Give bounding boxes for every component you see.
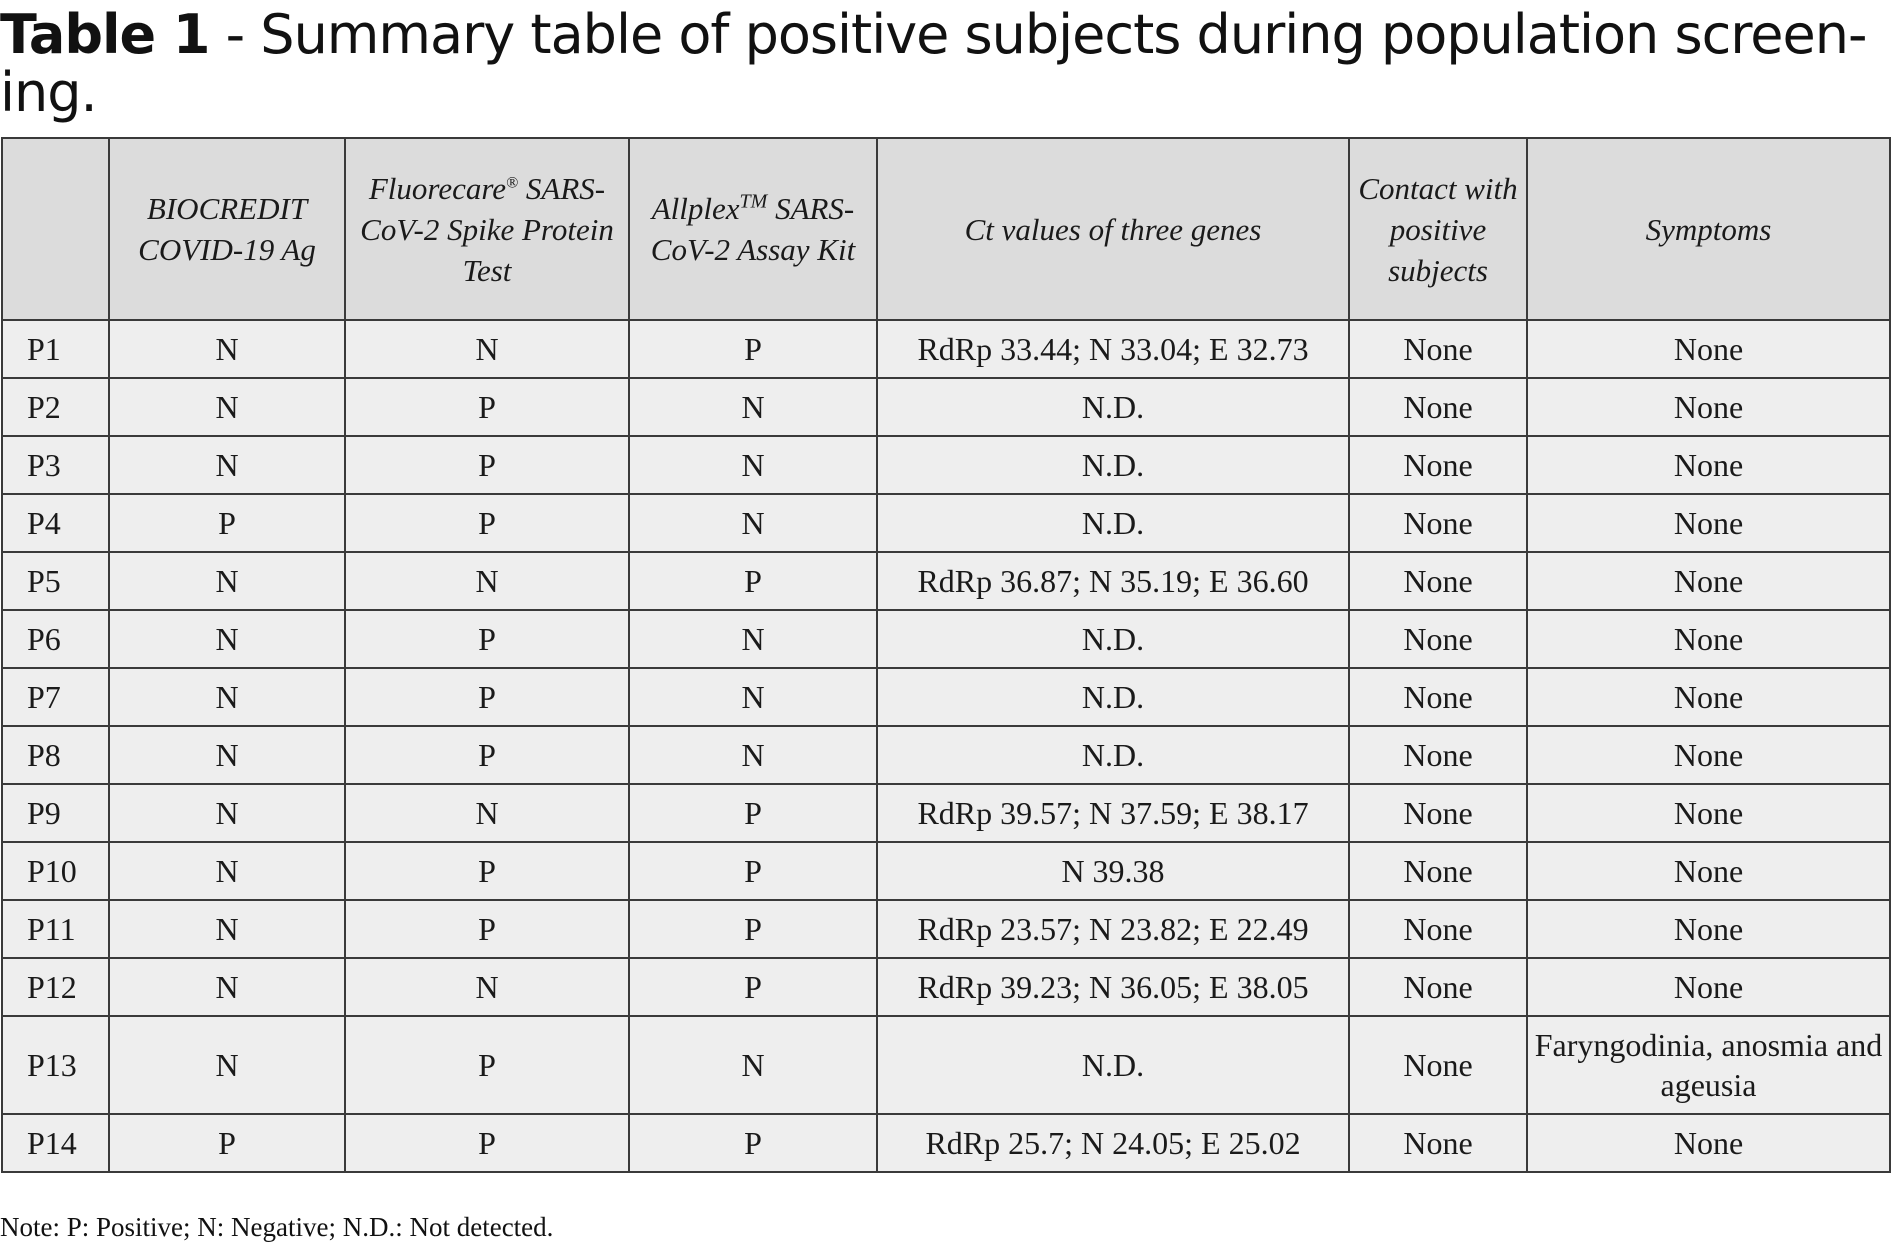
cell-symptoms: None	[1527, 958, 1890, 1016]
cell-symptoms: None	[1527, 900, 1890, 958]
cell-subject-id: P9	[2, 784, 109, 842]
cell-ct-values: N.D.	[877, 494, 1349, 552]
cell-allplex: P	[629, 900, 877, 958]
cell-contact: None	[1349, 378, 1527, 436]
cell-allplex: P	[629, 320, 877, 378]
cell-fluorecare: P	[345, 378, 629, 436]
table-row	[2, 552, 1890, 610]
cell-subject-id: P14	[2, 1114, 109, 1172]
cell-fluorecare: P	[345, 610, 629, 668]
cell-fluorecare: N	[345, 320, 629, 378]
cell-subject-id: P2	[2, 378, 109, 436]
cell-contact: None	[1349, 436, 1527, 494]
results-table	[1, 137, 1891, 1173]
header-ct-values: Ct values of three genes	[877, 138, 1349, 320]
table-row	[2, 726, 1890, 784]
cell-contact: None	[1349, 552, 1527, 610]
cell-biocredit: N	[109, 900, 345, 958]
cell-fluorecare: P	[345, 1114, 629, 1172]
cell-ct-values: N 39.38	[877, 842, 1349, 900]
cell-biocredit: N	[109, 1016, 345, 1114]
cell-symptoms: None	[1527, 842, 1890, 900]
cell-symptoms: None	[1527, 1114, 1890, 1172]
table-caption	[0, 3, 1892, 124]
table-row	[2, 378, 1890, 436]
cell-biocredit: P	[109, 494, 345, 552]
cell-symptoms: None	[1527, 668, 1890, 726]
cell-contact: None	[1349, 320, 1527, 378]
cell-ct-values: N.D.	[877, 726, 1349, 784]
cell-ct-values: RdRp 23.57; N 23.82; E 22.49	[877, 900, 1349, 958]
cell-ct-values: N.D.	[877, 668, 1349, 726]
cell-subject-id: P12	[2, 958, 109, 1016]
cell-ct-values: RdRp 39.23; N 36.05; E 38.05	[877, 958, 1349, 1016]
table-row	[2, 900, 1890, 958]
cell-allplex: N	[629, 726, 877, 784]
cell-subject-id: P10	[2, 842, 109, 900]
cell-subject-id: P6	[2, 610, 109, 668]
cell-allplex: P	[629, 784, 877, 842]
cell-symptoms: None	[1527, 726, 1890, 784]
cell-fluorecare: N	[345, 958, 629, 1016]
cell-ct-values: N.D.	[877, 378, 1349, 436]
cell-fluorecare: N	[345, 552, 629, 610]
cell-allplex: N	[629, 610, 877, 668]
table-row	[2, 1016, 1890, 1114]
cell-contact: None	[1349, 958, 1527, 1016]
table-row	[2, 958, 1890, 1016]
cell-allplex: P	[629, 1114, 877, 1172]
header-contact: Contact with positive subjects	[1349, 138, 1527, 320]
cell-subject-id: P4	[2, 494, 109, 552]
cell-ct-values: N.D.	[877, 436, 1349, 494]
header-allplex: Allplex™ SARS-CoV-2 Assay Kit	[629, 138, 877, 320]
cell-allplex: P	[629, 958, 877, 1016]
cell-biocredit: N	[109, 378, 345, 436]
cell-allplex: P	[629, 552, 877, 610]
cell-symptoms: None	[1527, 552, 1890, 610]
cell-fluorecare: P	[345, 726, 629, 784]
cell-ct-values: N.D.	[877, 610, 1349, 668]
cell-subject-id: P11	[2, 900, 109, 958]
cell-contact: None	[1349, 610, 1527, 668]
cell-subject-id: P13	[2, 1016, 109, 1114]
cell-allplex: N	[629, 494, 877, 552]
cell-contact: None	[1349, 494, 1527, 552]
caption-label: Table 1	[0, 3, 210, 66]
cell-allplex: N	[629, 378, 877, 436]
table-note: Note: P: Positive; N: Negative; N.D.: Not detected.	[0, 1212, 554, 1242]
cell-symptoms: None	[1527, 320, 1890, 378]
table-row	[2, 436, 1890, 494]
cell-contact: None	[1349, 784, 1527, 842]
cell-ct-values: RdRp 33.44; N 33.04; E 32.73	[877, 320, 1349, 378]
cell-symptoms: None	[1527, 610, 1890, 668]
cell-ct-values: RdRp 39.57; N 37.59; E 38.17	[877, 784, 1349, 842]
header-subject	[2, 138, 109, 320]
cell-symptoms: Faryngodinia, anosmia and ageusia	[1527, 1016, 1890, 1114]
table-row	[2, 1114, 1890, 1172]
cell-biocredit: N	[109, 668, 345, 726]
cell-subject-id: P8	[2, 726, 109, 784]
cell-ct-values: N.D.	[877, 1016, 1349, 1114]
cell-biocredit: N	[109, 726, 345, 784]
cell-allplex: N	[629, 1016, 877, 1114]
table-row	[2, 320, 1890, 378]
cell-fluorecare: P	[345, 900, 629, 958]
cell-biocredit: N	[109, 320, 345, 378]
table-row	[2, 842, 1890, 900]
table-row	[2, 610, 1890, 668]
cell-biocredit: N	[109, 784, 345, 842]
cell-subject-id: P3	[2, 436, 109, 494]
caption-text: - Summary table of positive subjects during population screen-ing.	[0, 3, 1867, 124]
cell-symptoms: None	[1527, 784, 1890, 842]
cell-ct-values: RdRp 25.7; N 24.05; E 25.02	[877, 1114, 1349, 1172]
header-biocredit: BIOCREDIT COVID-19 Ag	[109, 138, 345, 320]
cell-allplex: N	[629, 668, 877, 726]
cell-biocredit: N	[109, 552, 345, 610]
table-body	[2, 320, 1890, 1172]
cell-contact: None	[1349, 900, 1527, 958]
cell-fluorecare: P	[345, 668, 629, 726]
cell-symptoms: None	[1527, 436, 1890, 494]
table-row	[2, 668, 1890, 726]
table-row	[2, 494, 1890, 552]
cell-fluorecare: N	[345, 784, 629, 842]
cell-biocredit: N	[109, 842, 345, 900]
cell-contact: None	[1349, 842, 1527, 900]
cell-contact: None	[1349, 726, 1527, 784]
cell-subject-id: P7	[2, 668, 109, 726]
table-row	[2, 784, 1890, 842]
header-symptoms: Symptoms	[1527, 138, 1890, 320]
cell-biocredit: P	[109, 1114, 345, 1172]
cell-contact: None	[1349, 668, 1527, 726]
cell-symptoms: None	[1527, 494, 1890, 552]
cell-contact: None	[1349, 1016, 1527, 1114]
cell-ct-values: RdRp 36.87; N 35.19; E 36.60	[877, 552, 1349, 610]
cell-biocredit: N	[109, 436, 345, 494]
cell-fluorecare: P	[345, 436, 629, 494]
cell-biocredit: N	[109, 610, 345, 668]
cell-subject-id: P5	[2, 552, 109, 610]
cell-allplex: N	[629, 436, 877, 494]
cell-fluorecare: P	[345, 494, 629, 552]
header-row	[2, 138, 1890, 320]
cell-fluorecare: P	[345, 842, 629, 900]
cell-allplex: P	[629, 842, 877, 900]
cell-contact: None	[1349, 1114, 1527, 1172]
cell-biocredit: N	[109, 958, 345, 1016]
header-fluorecare: Fluorecare® SARS-CoV-2 Spike Protein Test	[345, 138, 629, 320]
cell-symptoms: None	[1527, 378, 1890, 436]
cell-fluorecare: P	[345, 1016, 629, 1114]
cell-subject-id: P1	[2, 320, 109, 378]
